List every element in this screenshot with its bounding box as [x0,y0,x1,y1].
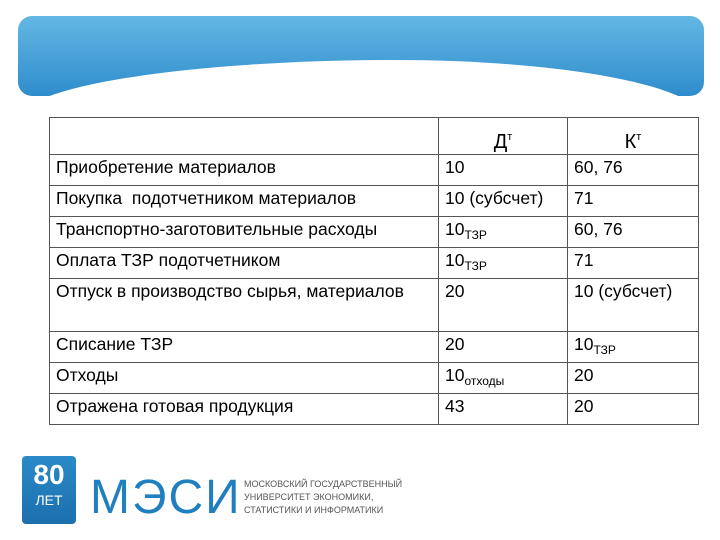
debit-value: 10 [445,219,465,239]
row-credit [568,186,699,217]
table-row [50,248,699,279]
row-debit [439,186,568,217]
credit-value: 10 [574,334,594,354]
row-debit [439,363,568,394]
table-row [50,186,699,217]
table-row [50,394,699,425]
row-debit [439,217,568,248]
table-header-row [50,118,699,155]
header-credit [568,118,699,155]
credit-sub: ТЗР [593,343,616,357]
university-name-line: УНИВЕРСИТЕТ ЭКОНОМИКИ, [244,492,374,502]
university-name-line: МОСКОВСКИЙ ГОСУДАРСТВЕННЫЙ [244,479,403,489]
row-credit [568,332,699,363]
anniversary-badge [22,456,76,524]
debit-value: 20 [445,334,465,354]
debit-value: 10 [445,250,465,270]
row-debit [439,248,568,279]
table-row [50,332,699,363]
credit-label: К [624,131,637,153]
header-empty-cell [50,118,439,155]
credit-value: 10 (субсчет) [574,281,673,301]
debit-sub: ТЗР [464,259,487,273]
row-debit [439,155,568,186]
row-debit [439,394,568,425]
row-credit [568,217,699,248]
row-debit [439,279,568,332]
accounts-table [49,117,699,425]
table-row [50,155,699,186]
badge-number: 80 [33,459,65,490]
debit-value: 10 (субсчет) [445,188,544,208]
row-credit [568,394,699,425]
row-debit [439,332,568,363]
debit-label: Д [493,131,508,153]
row-description: Покупка подотчетником материалов [50,186,439,217]
row-description: Приобретение материалов [50,155,439,186]
row-description: Транспортно-заготовительные расходы [50,217,439,248]
row-description: Отходы [50,363,439,394]
table-row [50,279,699,332]
university-logo: МЭСИ [90,471,242,524]
credit-sup: т [636,131,642,143]
credit-value: 71 [574,188,594,208]
row-description: Отражена готовая продукция [50,394,439,425]
badge-text: ЛЕТ [35,492,63,508]
debit-sup: т [507,131,513,143]
credit-value: 60, 76 [574,219,623,239]
row-credit [568,155,699,186]
table-row [50,217,699,248]
credit-value: 20 [574,396,594,416]
debit-sub: ТЗР [464,228,487,242]
debit-value: 20 [445,281,465,301]
row-credit [568,279,699,332]
row-credit [568,248,699,279]
debit-value: 43 [445,396,465,416]
debit-value: 10 [445,157,465,177]
credit-value: 60, 76 [574,157,623,177]
debit-value: 10 [445,365,465,385]
university-name-line: СТАТИСТИКИ И ИНФОРМАТИКИ [244,505,384,515]
credit-value: 20 [574,365,594,385]
row-description: Отпуск в производство сырья, материалов [50,279,439,332]
university-name [244,478,444,517]
table-row [50,363,699,394]
header-debit [439,118,568,155]
row-description: Списание ТЗР [50,332,439,363]
debit-sub: отходы [464,374,505,388]
row-description: Оплата ТЗР подотчетником [50,248,439,279]
credit-value: 71 [574,250,594,270]
row-credit [568,363,699,394]
